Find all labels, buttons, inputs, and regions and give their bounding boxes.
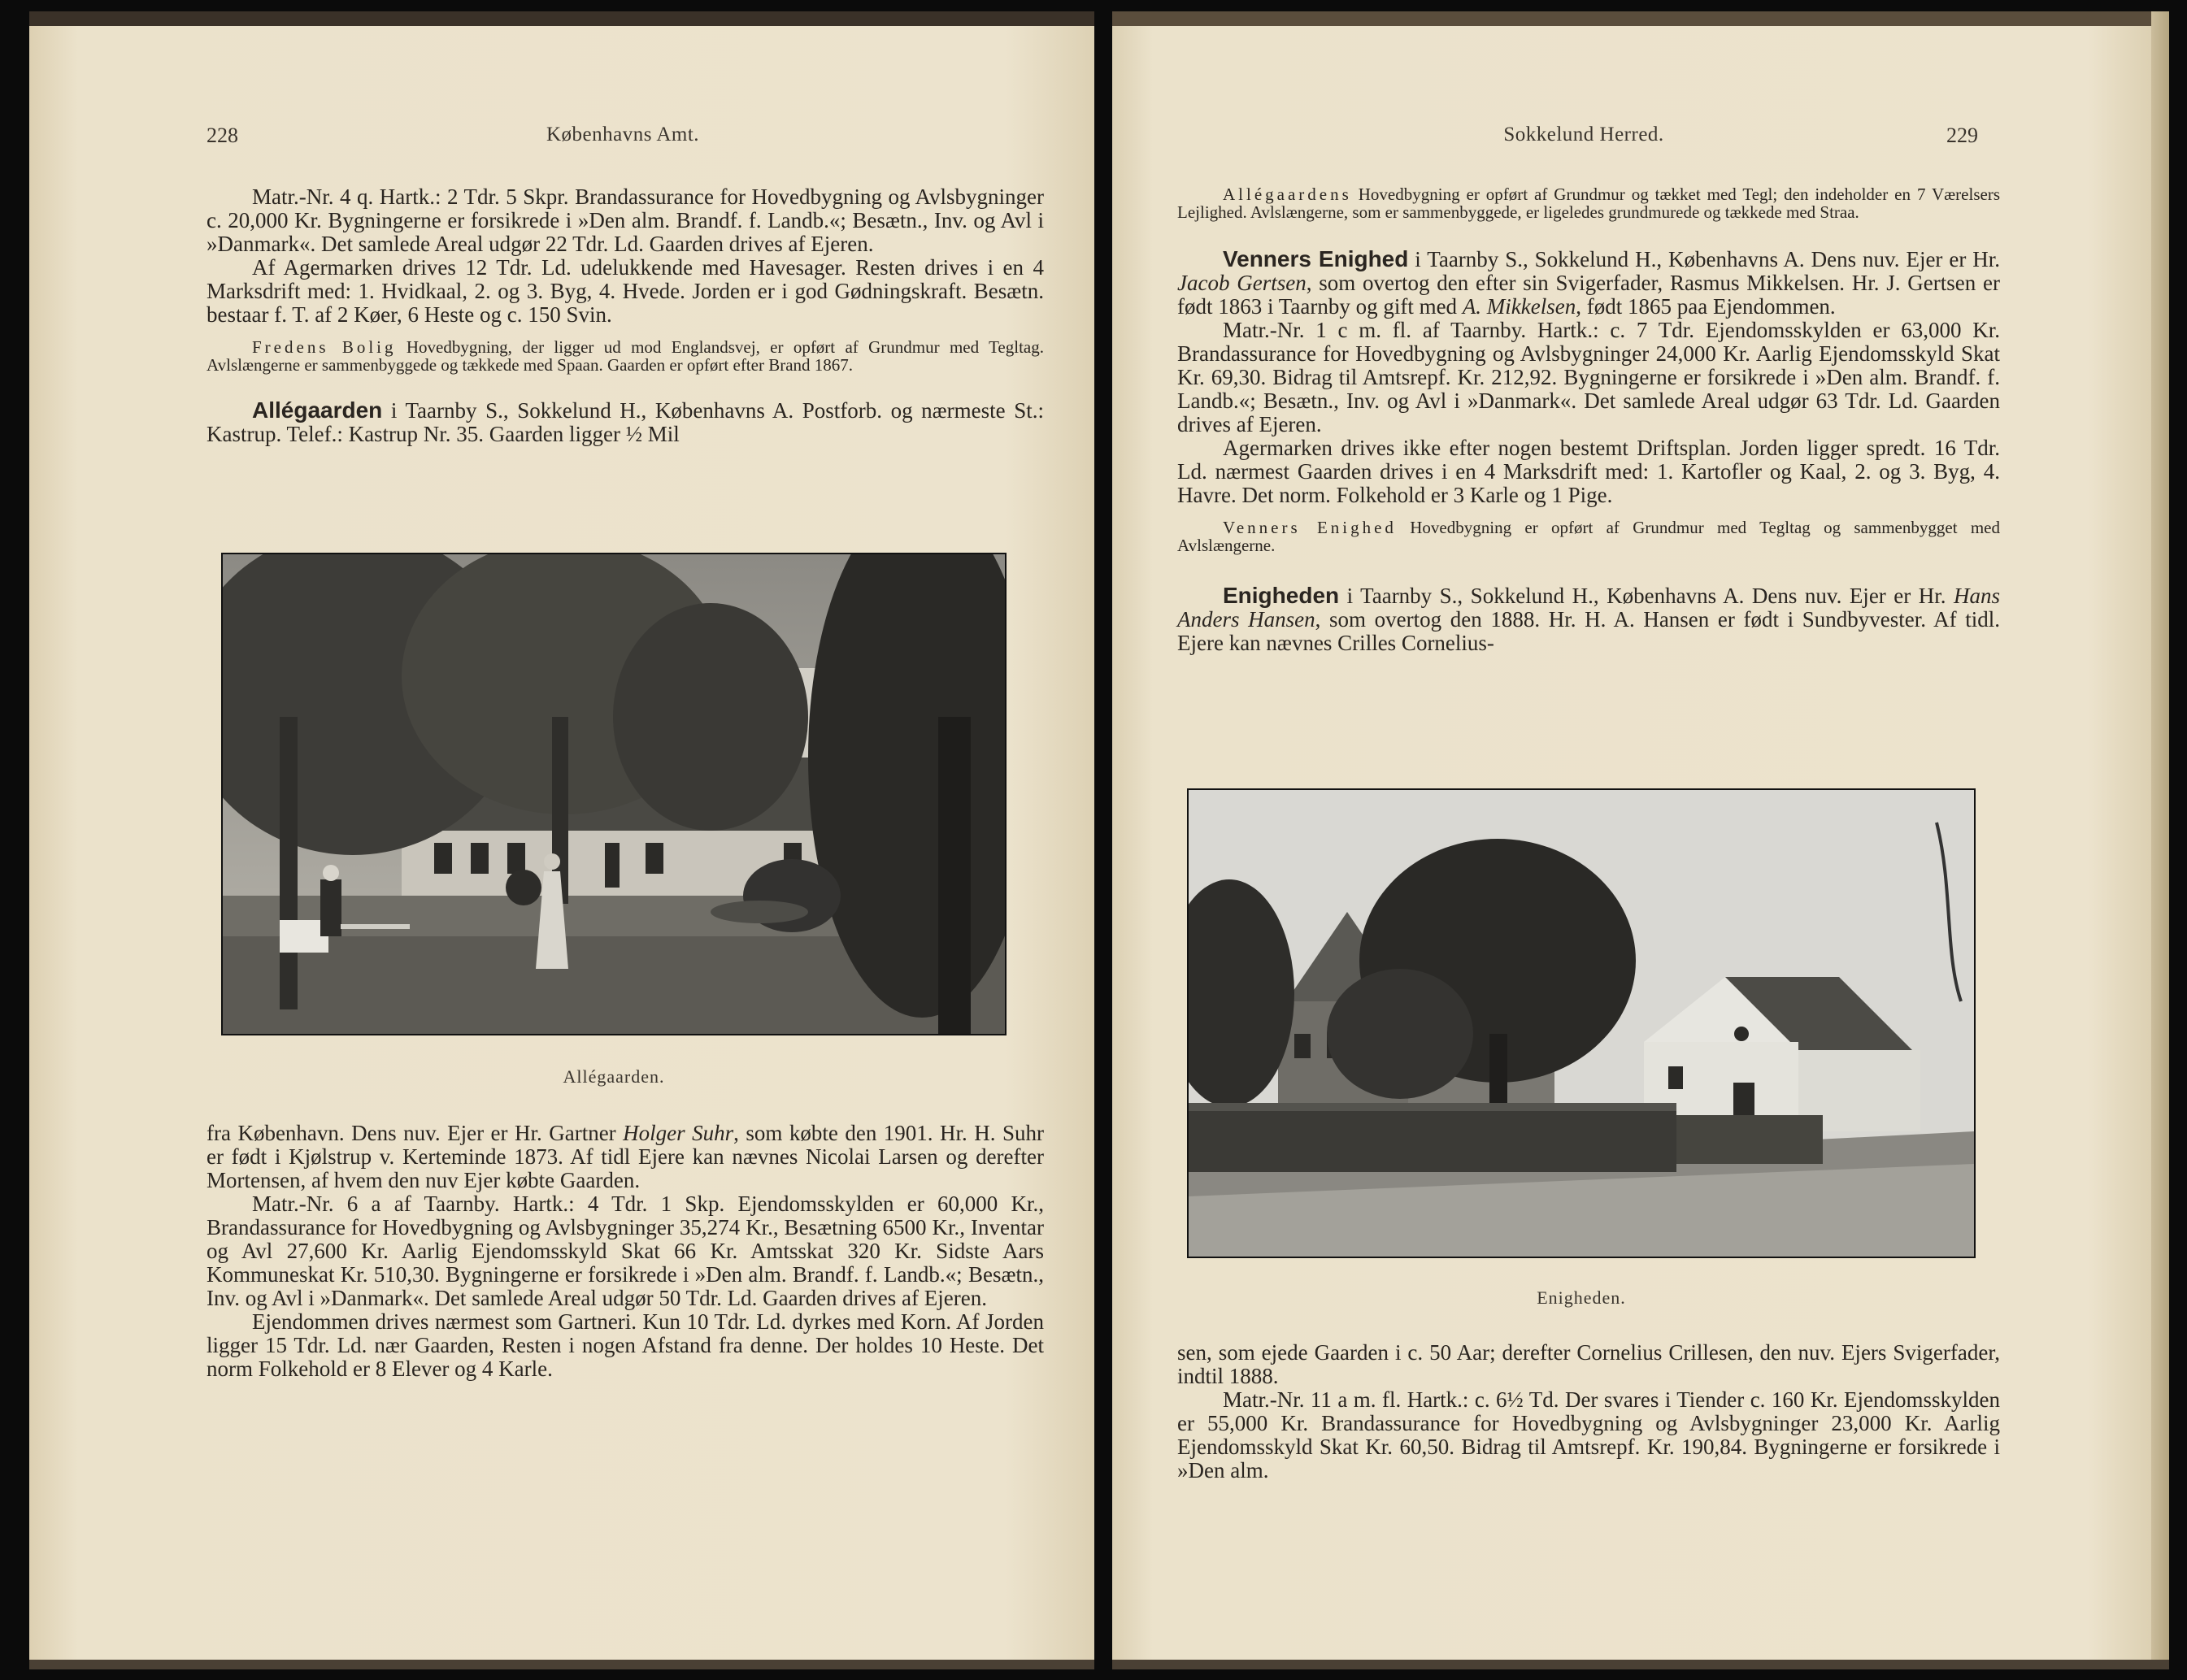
page-number: 229 xyxy=(1946,124,1978,147)
page-bottom-edge xyxy=(29,1660,1094,1669)
paragraph: Matr.-Nr. 4 q. Hartk.: 2 Tdr. 5 Skpr. Brandassurance for Hovedbygning og Avlsbygninger c. 20,000 Kr. Bygningerne er forsikrede i »Den alm. Brandf. f. Landb.«; Besætn., Inv. og Avl i »Danmark«. Det samlede Areal udgør 22 Tdr. Ld. Gaarden drives af Ejeren. xyxy=(207,184,1044,256)
right-text-top xyxy=(1177,185,2000,655)
left-text-bottom xyxy=(207,1122,1044,1381)
spouse-name: A. Mikkelsen xyxy=(1462,294,1576,319)
right-text-bottom xyxy=(1177,1341,2000,1482)
note-paragraph xyxy=(1177,185,2000,221)
running-head: Sokkelund Herred. xyxy=(1503,124,1664,145)
entry-heading: Venners Enighed xyxy=(1223,246,1409,271)
entry-text: i Taarnby S., Sokkelund H., Københavns A. Postforb. og nærmeste St.: Kastrup. Telef.: Kastrup Nr. 35. Gaarden ligger ½ Mil xyxy=(207,398,1044,446)
running-head: Københavns Amt. xyxy=(546,124,700,145)
text-run: , født 1865 paa Ejendommen. xyxy=(1576,294,1836,319)
note-paragraph xyxy=(1177,519,2000,554)
note-text: Hovedbygning, der ligger ud mod Englandsvej, er opført af Grundmur med Tegltag. Avlslængerne er sammenbyggede og tækkede med Spaan. Gaarden er opført efter Brand 1867. xyxy=(207,337,1044,375)
text-run: , som overtog den efter sin Svigerfader, Rasmus Mikkelsen. Hr. J. Gertsen er født 1863 i Taarnby og gift med xyxy=(1177,271,2001,319)
photo-enigheden xyxy=(1187,788,1976,1258)
text-run: , som overtog den 1888. Hr. H. A. Hansen er født i Sundbyvester. Af tidl. Ejere kan nævnes Crilles Cornelius- xyxy=(1177,607,2000,655)
paragraph: Matr.-Nr. 11 a m. fl. Hartk.: c. 6½ Td. Der svares i Tiender c. 160 Kr. Ejendomsskylden er 55,000 Kr. Brandassurance for Hovedbygning og Avlsbygninger 23,000 Kr. Aarlig Ejendomsskyld Skat Kr. 60,50. Bidrag til Amtsrepf. Kr. 190,84. Bygningerne er forsikrede i »Den alm. xyxy=(1177,1387,2000,1482)
page-number: 228 xyxy=(207,124,238,147)
note-text: Hovedbygning er opført af Grundmur med Tegltag og sammenbygget med Avlslængerne. xyxy=(1177,518,2000,555)
entry-paragraph xyxy=(207,398,1044,446)
paragraph: Ejendommen drives nærmest som Gartneri. Kun 10 Tdr. Ld. dyrkes med Korn. Af Jorden ligger 15 Tdr. Ld. nær Gaarden, Resten i nogen Afstand fra denne. Der holdes 10 Heste. Det norm Folkehold er 8 Elever og 4 Karle. xyxy=(207,1309,1044,1381)
photo-caption: Allégaarden. xyxy=(563,1066,665,1087)
page-right-edge xyxy=(2151,11,2169,1669)
paragraph xyxy=(207,1122,1044,1192)
photo-allegaarden xyxy=(221,553,1007,1035)
photo-caption: Enigheden. xyxy=(1537,1287,1626,1308)
note-text: Hovedbygning er opført af Grundmur og tækket med Tegl; den indeholder en 7 Værelsers Lejlighed. Avlslængerne, som er sammenbyggede, er ligeledes grundmurede og tækkede med Straa. xyxy=(1177,184,2000,222)
paragraph: Agermarken drives ikke efter nogen bestemt Driftsplan. Jorden ligger spredt. 16 Tdr. Ld. nærmest Gaarden drives i en 4 Marksdrift med: 1. Kartofler og Kaal, 2. og 3. Byg, 4. Havre. Det norm. Folkehold er 3 Karle og 1 Pige. xyxy=(1177,436,2000,507)
owner-name: Holger Suhr xyxy=(623,1121,734,1145)
text-run: i Taarnby S., Sokkelund H., Københavns A. Dens nuv. Ejer er Hr. xyxy=(1408,247,2001,271)
paragraph: Af Agermarken drives 12 Tdr. Ld. udelukkende med Havesager. Resten drives i en 4 Marksdrift med: 1. Hvidkaal, 2. og 3. Byg, 4. Hvede. Jorden er i god Gødningskraft. Besætn. bestaar f. T. af 2 Køer, 6 Heste og c. 150 Svin. xyxy=(207,255,1044,327)
text-run: , som købte den 1901. Hr. H. Suhr er født i Kjølstrup v. Kerteminde 1873. Af tidl Ejere kan nævnes Nicolai Larsen og derefter Mortensen, af hvem den nuv Ejer købte Gaarden. xyxy=(207,1121,1045,1192)
page-top-edge xyxy=(29,11,1094,26)
garden-house-illustration xyxy=(223,554,1005,1034)
note-lead: Fredens Bolig xyxy=(252,337,397,357)
left-text-top xyxy=(207,185,1044,446)
entry-heading: Allégaarden xyxy=(252,397,383,423)
text-run: fra København. Dens nuv. Ejer er Hr. Gartner xyxy=(207,1121,624,1145)
page-top-edge xyxy=(1112,11,2169,26)
owner-name: Jacob Gertsen xyxy=(1177,271,1307,295)
note-paragraph xyxy=(207,338,1044,374)
entry-heading: Enigheden xyxy=(1223,583,1340,608)
farmhouse-illustration xyxy=(1189,790,1974,1257)
right-page-header xyxy=(1112,124,2169,156)
note-lead: Allégaardens xyxy=(1223,184,1352,204)
entry-paragraph xyxy=(1177,247,2000,319)
entry-paragraph xyxy=(1177,584,2000,655)
note-lead: Venners Enighed xyxy=(1223,518,1397,537)
paragraph: Matr.-Nr. 6 a af Taarnby. Hartk.: 4 Tdr. 1 Skp. Ejendomsskylden er 60,000 Kr., Brandassurance for Hovedbygning og Avlsbygninger 35,274 Kr., Besætning 6500 Kr., Inventar og Avl 27,600 Kr. Aarlig Ejendomsskyld Skat 66 Kr. Amtsskat 320 Kr. Sidste Aars Kommuneskat Kr. 510,30. Bygningerne er forsikrede i »Den alm. Brandf. f. Landb.«; Besætn., Inv. og Avl i »Danmark«. Det samlede Areal udgør 50 Tdr. Ld. Gaarden drives af Ejeren. xyxy=(207,1192,1044,1310)
left-page-header xyxy=(29,124,1094,156)
paragraph: sen, som ejede Gaarden i c. 50 Aar; derefter Cornelius Crillesen, den nuv. Ejers Svigerfader, indtil 1888. xyxy=(1177,1340,2000,1388)
paragraph: Matr.-Nr. 1 c m. fl. af Taarnby. Hartk.: c. 7 Tdr. Ejendomsskylden er 63,000 Kr. Brandassurance for Hovedbygning og Avlsbygninger 24,000 Kr. Aarlig Ejendomsskyld Skat Kr. 69,30. Bidrag til Amtsrepf. Kr. 212,92. Bygningerne er forsikrede i »Den alm. Brandf. f. Landb.«; Besætn., Inv. og Avl i »Danmark«. Det samlede Areal udgør 63 Tdr. Ld. Gaarden drives af Ejeren. xyxy=(1177,318,2000,436)
left-page xyxy=(29,11,1094,1669)
page-bottom-edge xyxy=(1112,1660,2169,1669)
owner-name: Hans Anders Hansen xyxy=(1177,584,2000,632)
text-run: i Taarnby S., Sokkelund H., Københavns A. Dens nuv. Ejer er Hr. xyxy=(1339,584,1954,608)
right-page xyxy=(1112,11,2169,1669)
